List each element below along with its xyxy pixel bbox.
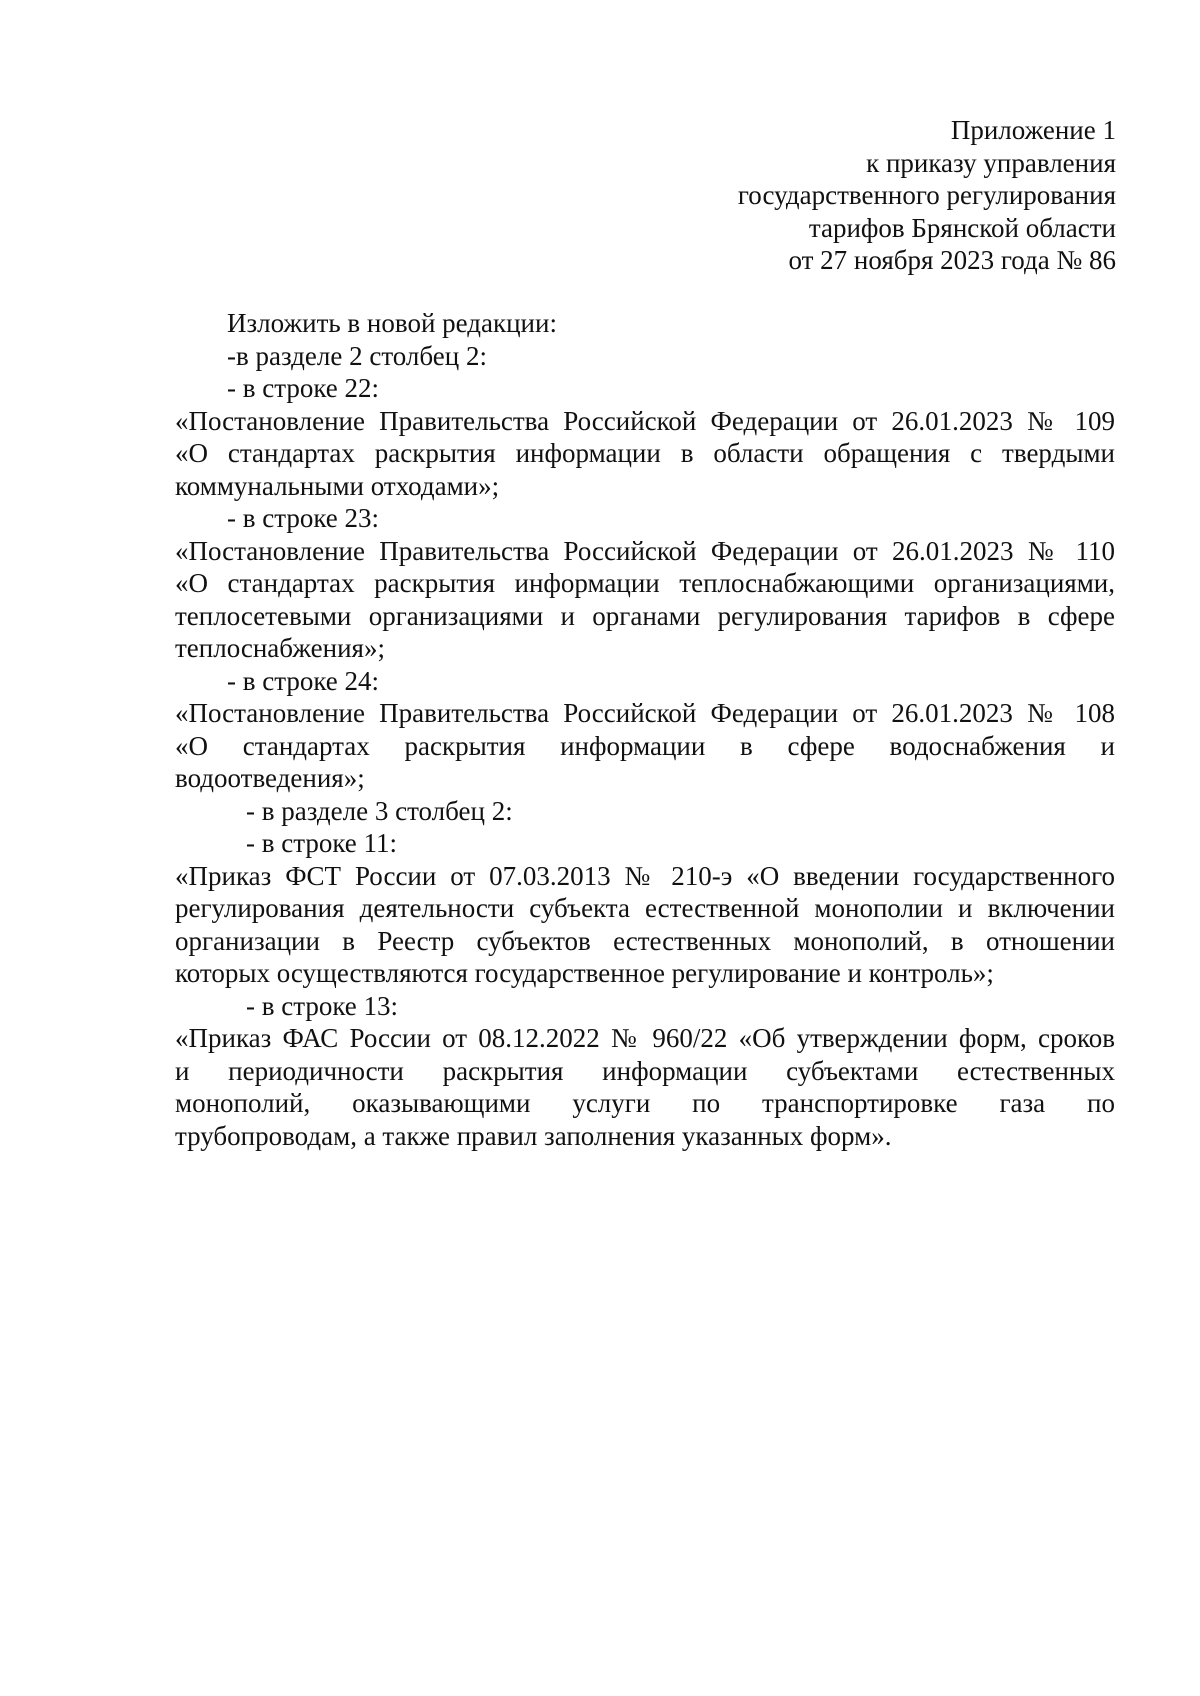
row-13-text-line: «Приказ ФАС России от 08.12.2022 № 960/22 «Об утверждении форм, сроков: [175, 1023, 1115, 1053]
section-2-heading: -в разделе 2 столбец 2:: [227, 340, 487, 371]
appendix-order-date: от 27 ноября 2023 года № 86: [788, 245, 1116, 275]
row-24-label: - в строке 24:: [227, 665, 380, 696]
row-11-label: - в строке 11:: [246, 828, 398, 858]
row-24-text-line: «Постановление Правительства Российской Федерации от 26.01.2023 № 108: [175, 698, 1115, 728]
appendix-authority: государственного регулирования: [737, 180, 1116, 210]
row-23-label: - в строке 23:: [227, 503, 380, 533]
row-23-text-line: «Постановление Правительства Российской Федерации от 26.01.2023 № 110: [175, 535, 1115, 566]
row-13-text-line: трубопроводам, а также правил заполнения указанных форм».: [175, 1120, 892, 1151]
row-11-text-line: регулирования деятельности субъекта естественной монополии и включении: [175, 893, 1115, 923]
row-11-text-line: которых осуществляются государственное регулирование и контроль»;: [175, 958, 994, 988]
row-22-text-line: «О стандартах раскрытия информации в области обращения с твердыми: [175, 438, 1115, 468]
row-22-text-line: коммунальными отходами»;: [175, 470, 500, 501]
appendix-title: Приложение 1: [950, 115, 1116, 145]
section-3-heading: - в разделе 3 столбец 2:: [246, 795, 513, 826]
row-24-text-line: «О стандартах раскрытия информации в сфере водоснабжения и: [175, 730, 1115, 761]
appendix-order-ref: к приказу управления: [866, 147, 1116, 178]
row-13-text-line: и периодичности раскрытия информации субъектами естественных: [175, 1055, 1115, 1086]
row-13-text-line: монополий, оказывающими услуги по транспортировке газа по: [175, 1088, 1115, 1118]
row-24-text-line: водоотведения»;: [175, 763, 365, 793]
row-22-label: - в строке 22:: [227, 373, 380, 403]
row-11-text-line: организации в Реестр субъектов естественных монополий, в отношении: [175, 925, 1115, 956]
appendix-authority-region: тарифов Брянской области: [808, 212, 1116, 243]
row-13-label: - в строке 13:: [246, 990, 399, 1021]
document-body: [175, 307, 1115, 1152]
row-22-text-line: «Постановление Правительства Российской Федерации от 26.01.2023 № 109: [175, 405, 1115, 436]
row-11-text-line: «Приказ ФСТ России от 07.03.2013 № 210-э «О введении государственного: [175, 860, 1115, 891]
intro-text: Изложить в новой редакции:: [227, 308, 557, 338]
row-23-text-line: теплоснабжения»;: [175, 633, 385, 663]
row-23-text-line: теплосетевыми организациями и органами регулирования тарифов в сфере: [175, 600, 1115, 631]
appendix-header: [516, 114, 1116, 277]
row-23-text-line: «О стандартах раскрытия информации теплоснабжающими организациями,: [175, 568, 1115, 598]
